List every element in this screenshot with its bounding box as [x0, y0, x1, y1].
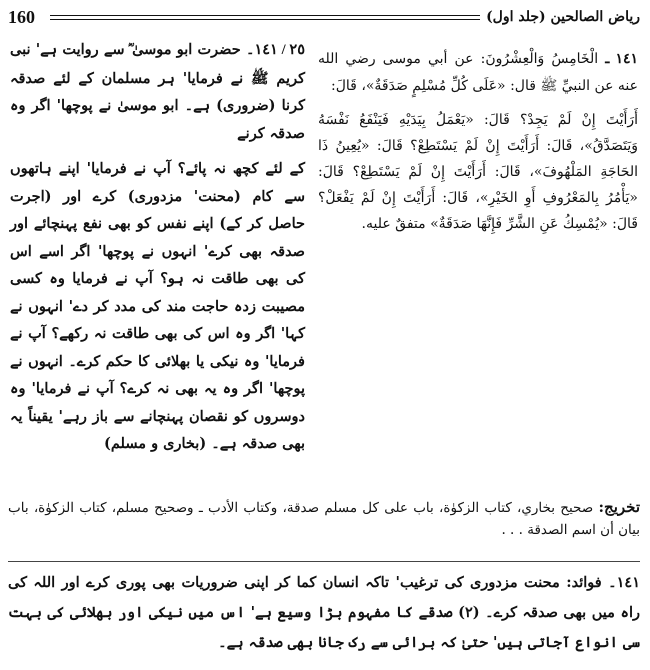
arabic-text-1: الْخَامِسُ وَالْعِشْرُونَ: عن أبي موسى رضي الله عنه عن النبيِّ ﷺ قال: «عَلَى كُلِّ مُسْلِمٍ صَدَقَةٌ»، قَالَ: — [318, 51, 638, 94]
fawaid-label: ١٤١۔ فوائد: — [566, 574, 640, 591]
urdu-source: (بخاری و مسلم) — [104, 435, 207, 452]
page-number: 160 — [8, 6, 35, 27]
urdu-paragraph-2 — [10, 155, 305, 458]
urdu-paragraph-1 — [10, 36, 305, 147]
takhrij-label: تخريج: — [598, 498, 640, 516]
fawaid-text: محنت مزدوری کی ترغیب' تاکہ انسان کما کر اپنی ضروریات بھی پوری کرے اور اللہ کی راہ میں بھی صدقہ کرے۔ (۲) صدقے کا مفہوم بڑا وسیع ہے' اس میں نیکی اور بھلائی کی بہت سی انواع آجاتی ہیں' حتیٰ کہ برائی سے رک جانا بھی صدقہ ہے۔ — [8, 574, 640, 651]
running-title: رياض الصالحين (جلد اول) — [486, 9, 640, 25]
takhrij-text: صحيح بخاري، كتاب الزكوٰة، باب على كل مسلم صدقة، وكتاب الأدب ـ وصحيح مسلم، كتاب الزكوٰة، باب بيان أن اسم الصدقة . . . — [8, 500, 640, 538]
fawaid-section — [8, 568, 640, 658]
arabic-paragraph-1 — [318, 46, 638, 99]
arabic-paragraph-2 — [318, 107, 638, 237]
arabic-hadith-column — [318, 46, 638, 237]
paragraph-gap — [318, 99, 638, 107]
arabic-hadith-number: ١٤١ ـ — [605, 52, 638, 67]
page-header — [8, 4, 640, 30]
paragraph-gap — [10, 147, 305, 155]
urdu-text-1: حضرت ابو موسیٰ ؓ سے روایت ہے' نبی کریم ﷺ نے فرمایا' ہر مسلمان کے لئے صدقہ کرنا (ضروری) ہے۔ ابو موسیٰ نے پوچھا' اگر وہ صدقہ کرنے — [10, 41, 305, 142]
header-rule — [50, 15, 480, 20]
section-divider — [8, 561, 640, 562]
arabic-text-2: أَرَأَيْتَ إِنْ لَمْ يَجِدْ؟ قَالَ: «يَعْمَلُ بِيَدَيْهِ فَيَنْفَعُ نَفْسَهُ وَيَتَصَدَّقُ»، قَالَ: أَرَأَيْتَ إِنْ لَمْ يَسْتَطِعْ؟ قَالَ: «يُعِينُ ذَا الحَاجَةِ المَلْهُوفَ»، قَالَ: أَرَأَيْتَ إِنْ لَمْ يَسْتَطِعْ؟ قَالَ: «يَأْمُرُ بِالمَعْرُوفِ أَوِ الخَيْرِ»، قَالَ: أَرَأَيْتَ إِنْ لَمْ يَفْعَلْ؟ قَالَ: «يُمْسِكُ عَنِ الشَّرِّ فَإِنَّهَا صَدَقَةٌ» متفقٌ عليه. — [318, 112, 638, 232]
urdu-hadith-number: ٢٥ / ١٤١۔ — [245, 42, 305, 58]
urdu-translation-column — [10, 36, 305, 458]
urdu-text-2: کے لئے کچھ نہ پائے؟ آپ نے فرمایا' اپنے ہاتھوں سے کام (محنت' مزدوری) کرے اور (اجرت حاصل کر کے) اپنے نفس کو بھی نفع پہنچائے اور صدقہ بھی کرے' انہوں نے پوچھا' اگر اسے اس کی بھی طاقت نہ ہو؟ آپ نے فرمایا وہ کسی مصیبت زدہ حاجت مند کی مدد کر دے' انہوں نے کہا' اگر وہ اس کی بھی طاقت نہ رکھے؟ آپ نے فرمایا' وہ نیکی یا بھلائی کا حکم کرے۔ انہوں نے پوچھا' اگر وہ یہ بھی نہ کرے؟ آپ نے فرمایا' وہ دوسروں کو نقصان پہنچانے سے باز رہے' یقیناً یہ بھی صدقہ ہے۔ — [10, 160, 305, 452]
takhrij-section — [8, 496, 640, 541]
